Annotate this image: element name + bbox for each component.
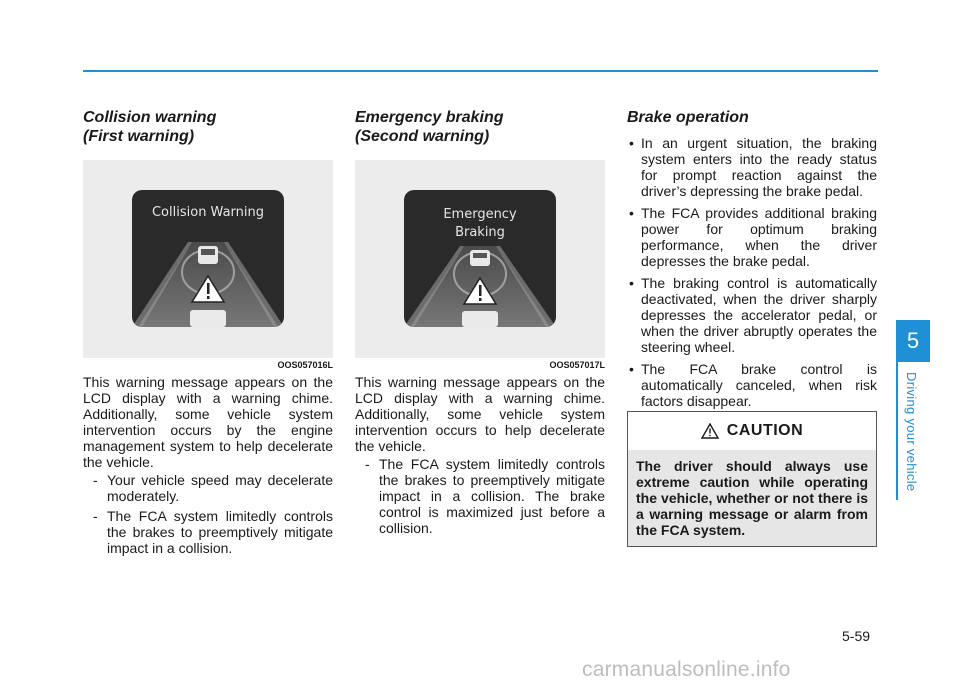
caution-box (627, 411, 877, 547)
display-title-line: Braking (455, 225, 505, 240)
cluster-display (404, 190, 556, 327)
sub-list (83, 472, 333, 556)
section-heading-collision-warning (83, 108, 333, 146)
list-item: • The FCA provides additional braking power for optimum braking performance, when the driver depresses the brake pedal. (629, 205, 877, 269)
section-heading-emergency-braking (355, 108, 605, 146)
road-scene-icon (132, 190, 284, 327)
watermark: carmanualsonline.info (582, 658, 791, 681)
body-paragraph: This warning message appears on the LCD display with a warning chime. Additionally, some vehicle system intervention occurs by the engine management system to help decelerate the vehicle. (83, 374, 333, 470)
figure-emergency-braking (355, 160, 605, 370)
chapter-label-area (896, 362, 930, 500)
display-title: Collision Warning (151, 205, 265, 220)
body-paragraph: This warning message appears on the LCD display with a warning chime. Additionally, some vehicle system intervention occurs to help decelerate the vehicle. (355, 374, 605, 454)
section-heading-brake-operation: Brake operation (627, 109, 749, 126)
list-item: - The FCA system limitedly controls the brakes to preemptively mitigate impact in a collision. (93, 508, 333, 556)
heading-line: Emergency braking (355, 109, 504, 126)
list-item: • The braking control is automatically deactivated, when the driver sharply depresses the accelerator pedal, or when the driver abruptly operates the steering wheel. (629, 275, 877, 355)
heading-line: Collision warning (83, 109, 217, 126)
list-item: • In an urgent situation, the braking system enters into the ready status for prompt reaction against the driver’s depressing the brake pedal. (629, 135, 877, 199)
list-item: - Your vehicle speed may decelerate moderately. (93, 472, 333, 504)
warning-triangle-icon (701, 423, 719, 439)
caution-text: The driver should always use extreme caution while operating the vehicle, whether or not there is a warning message or alarm from the FCA system. (628, 450, 876, 546)
figure-collision-warning (83, 160, 333, 370)
column-emergency-braking (355, 108, 605, 540)
page-number: 5-59 (842, 628, 871, 644)
chapter-tab (896, 320, 930, 500)
chapter-label: Driving your vehicle (904, 372, 919, 492)
caution-title: CAUTION (726, 422, 804, 439)
list-item: • The FCA brake control is automatically canceled, when risk factors disappear. (629, 361, 877, 409)
chapter-number: 5 (896, 320, 930, 362)
heading-line: (First warning) (83, 128, 195, 145)
road-scene-icon (404, 190, 556, 327)
heading-line: (Second warning) (355, 128, 490, 145)
column-collision-warning (83, 108, 333, 560)
bullet-list (627, 135, 877, 409)
chapter-rule (896, 362, 898, 500)
column-brake-operation (627, 108, 877, 415)
sub-list (355, 456, 605, 536)
list-item: - The FCA system limitedly controls the brakes to preemptively mitigate impact in a collision. The brake control is maximized just before a collision. (365, 456, 605, 536)
top-rule (83, 70, 878, 72)
cluster-display (132, 190, 284, 327)
figure-code: OOS057016L (277, 360, 333, 370)
figure-code: OOS057017L (549, 360, 605, 370)
display-title-line: Emergency (443, 207, 517, 222)
caution-header (628, 412, 876, 450)
